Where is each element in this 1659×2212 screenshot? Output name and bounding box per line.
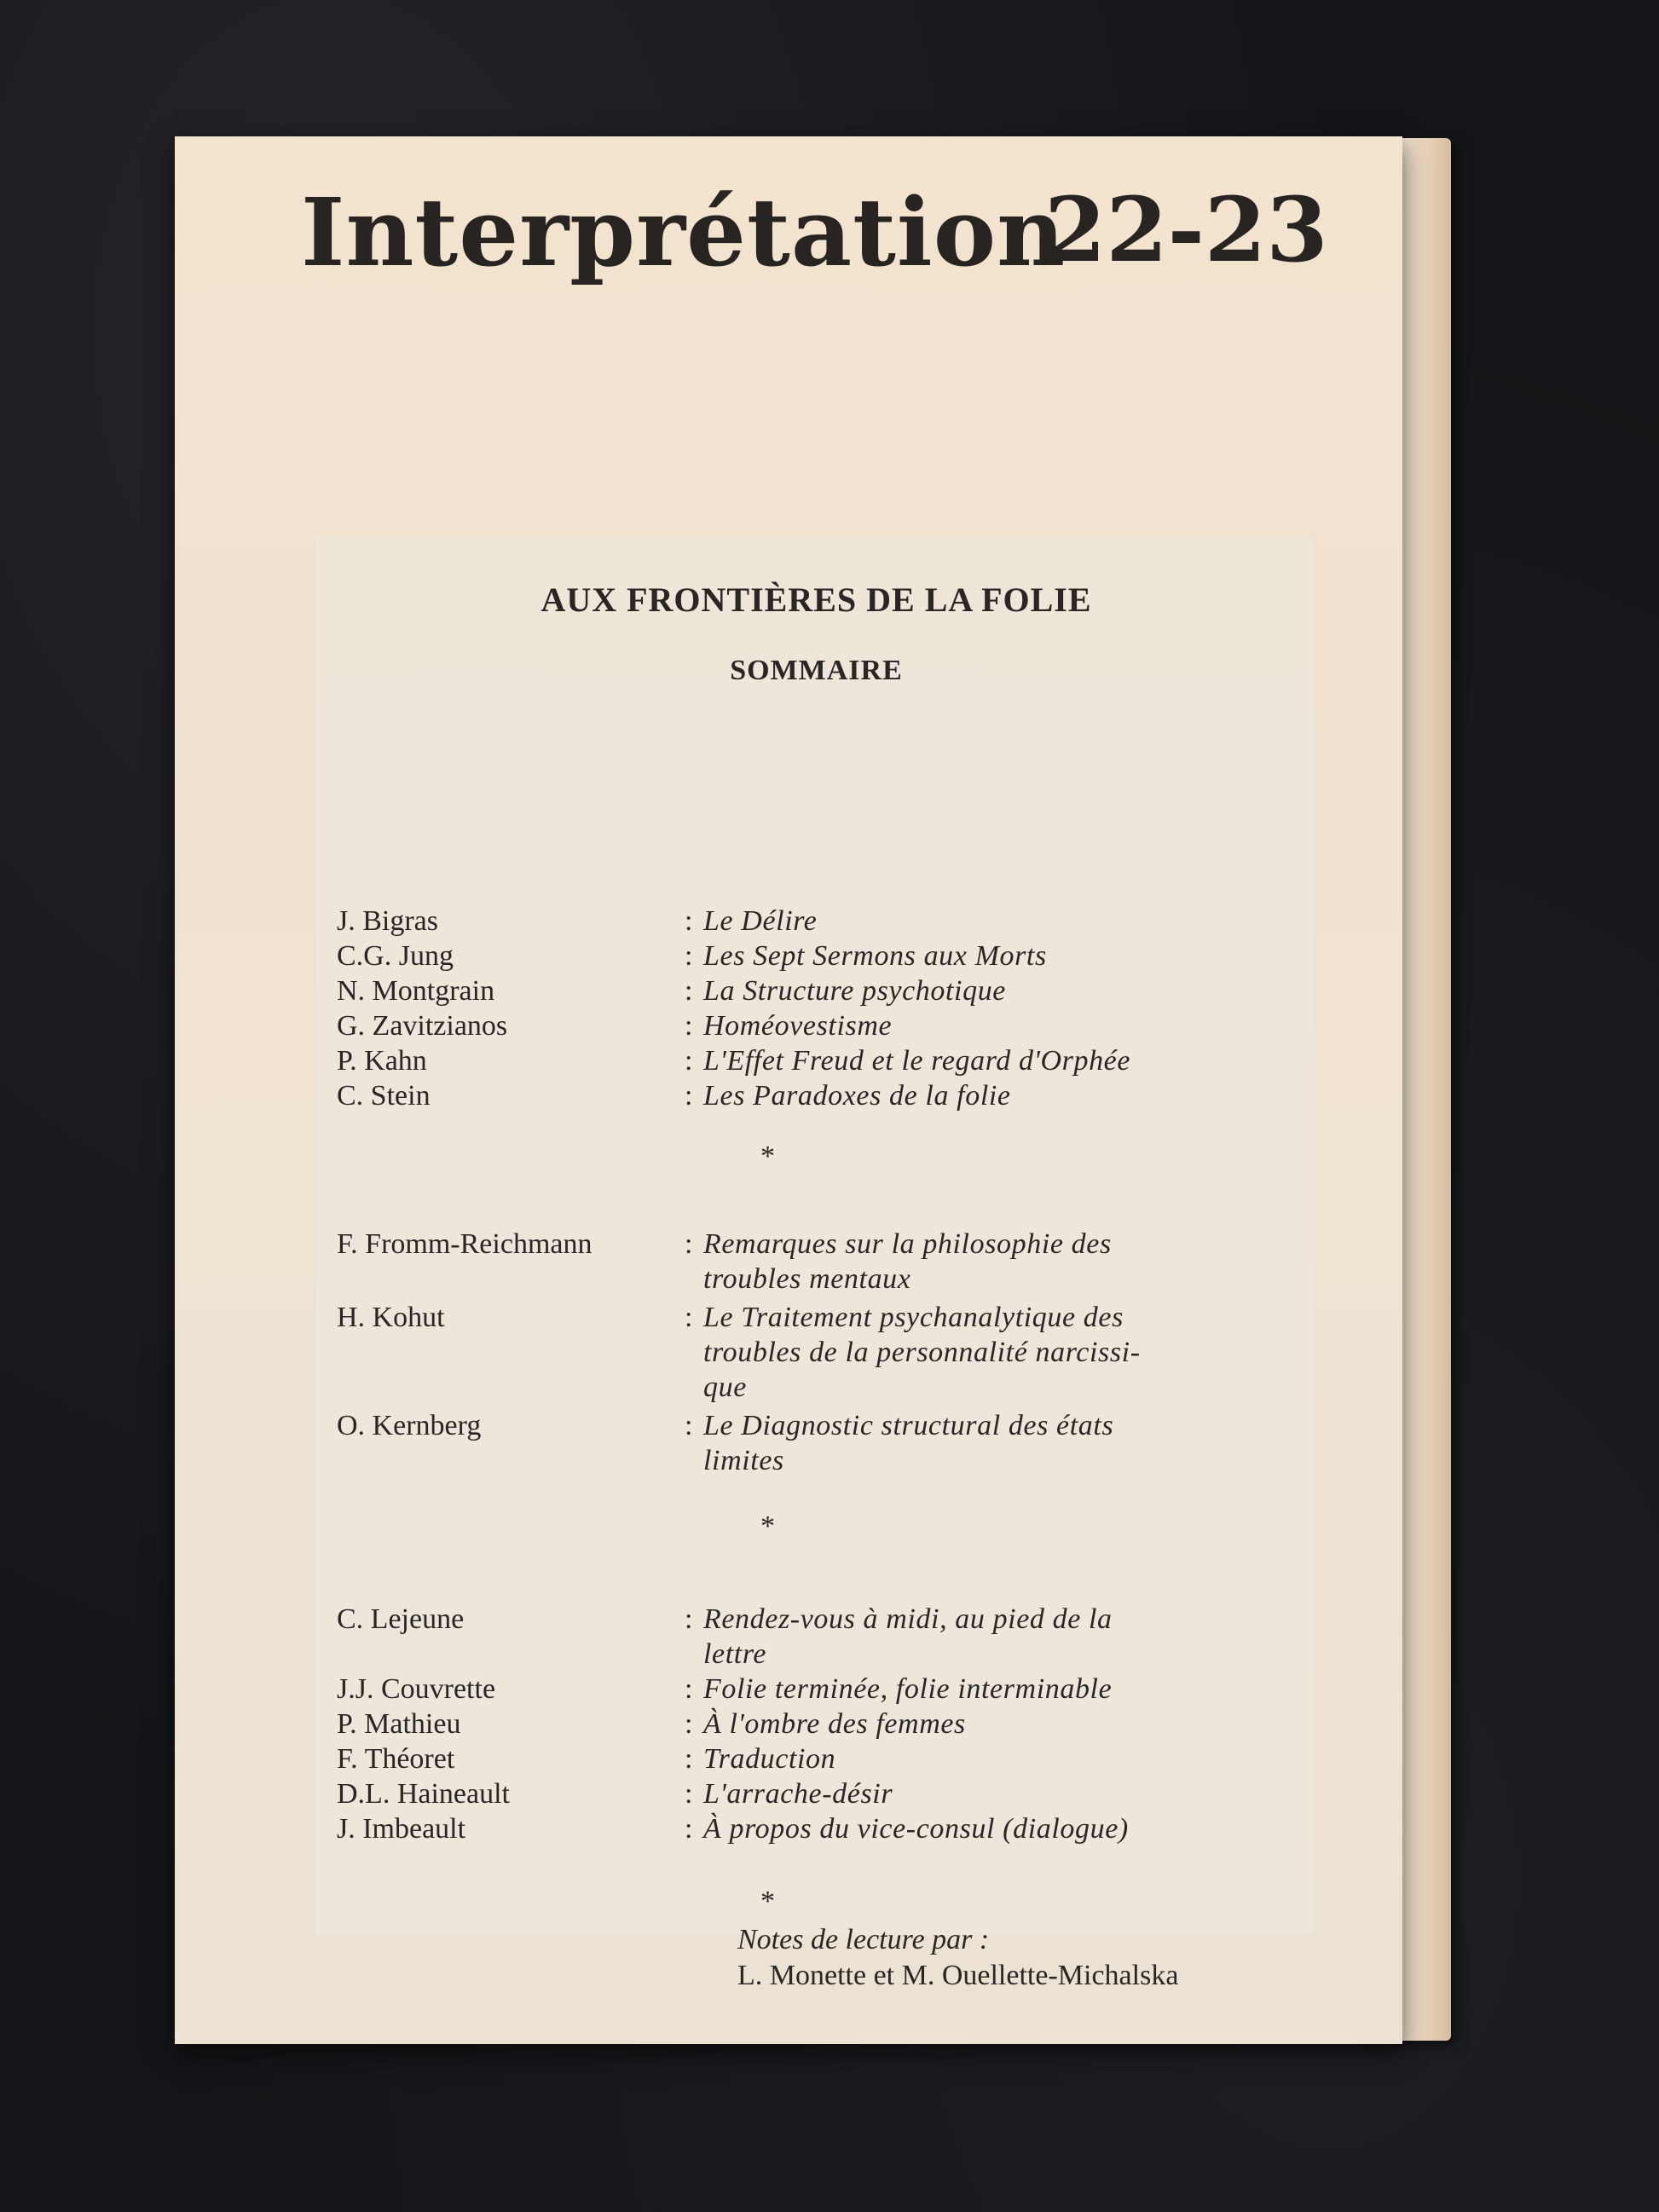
entry-title: Le Traitement psychanalytique des troubles de la personnalité narcissi-que	[703, 1302, 1141, 1403]
entry-title: Le Diagnostic structural des états limites	[703, 1410, 1114, 1476]
entry-author: P. Kahn	[337, 1045, 427, 1077]
entry-author: H. Kohut	[337, 1302, 445, 1333]
contents-entry	[337, 1008, 1360, 1043]
reading-notes-authors: L. Monette et M. Ouellette-Michalska	[737, 1960, 1179, 1991]
entry-title: Homéovestisme	[703, 1010, 893, 1042]
entry-title: Folie terminée, folie interminable	[703, 1673, 1113, 1705]
entry-colon: :	[685, 1302, 693, 1333]
entry-author: O. Kernberg	[337, 1410, 482, 1441]
contents-entry	[337, 1741, 1360, 1776]
reading-notes	[337, 1922, 1360, 1994]
entry-title: La Structure psychotique	[703, 975, 1006, 1007]
journal-title: Interprétation	[301, 177, 1066, 287]
contents-entry	[337, 1227, 1360, 1297]
entry-title: L'arrache-désir	[703, 1778, 893, 1810]
contents-entry	[337, 1707, 1360, 1741]
entry-author: F. Théoret	[337, 1743, 455, 1775]
contents-entry	[337, 1408, 1360, 1478]
table-of-contents	[337, 750, 1360, 1994]
entry-title: Les Sept Sermons aux Morts	[703, 940, 1047, 972]
entry-colon: :	[685, 1708, 693, 1740]
reading-notes-label: Notes de lecture par :	[737, 1924, 990, 1955]
entry-author: G. Zavitzianos	[337, 1010, 508, 1042]
entry-author: D.L. Haineault	[337, 1778, 510, 1810]
entry-colon: :	[685, 905, 693, 937]
contents-entry	[337, 1602, 1360, 1672]
entry-colon: :	[685, 975, 693, 1007]
contents-entry	[337, 1300, 1360, 1405]
entry-author: J. Imbeault	[337, 1813, 466, 1845]
entry-colon: :	[685, 1603, 693, 1635]
entry-title: Les Paradoxes de la folie	[703, 1080, 1011, 1112]
entry-author: C. Stein	[337, 1080, 431, 1112]
entry-colon: :	[685, 940, 693, 972]
entry-title: À l'ombre des femmes	[703, 1708, 966, 1740]
contents-entry	[337, 1078, 1360, 1113]
contents-section-1	[337, 904, 1360, 1113]
issue-number: 22-23	[1044, 177, 1328, 282]
entry-colon: :	[685, 1743, 693, 1775]
section-separator-asterisk: *	[760, 1886, 775, 1917]
entry-author: J.J. Couvrette	[337, 1673, 496, 1705]
entry-author: P. Mathieu	[337, 1708, 461, 1740]
contents-entry	[337, 904, 1360, 939]
contents-section-2	[337, 1227, 1360, 1478]
entry-colon: :	[685, 1010, 693, 1042]
entry-author: N. Montgrain	[337, 975, 495, 1007]
entry-colon: :	[685, 1228, 693, 1260]
section-separator-asterisk: *	[760, 1141, 775, 1172]
contents-entry	[337, 1043, 1360, 1078]
contents-entry	[337, 939, 1360, 973]
section-separator-asterisk: *	[760, 1510, 775, 1542]
contents-entry	[337, 973, 1360, 1008]
entry-title: À propos du vice-consul (dialogue)	[703, 1813, 1129, 1845]
entry-title: Traduction	[703, 1743, 836, 1775]
book-back-cover	[175, 136, 1402, 2044]
entry-colon: :	[685, 1410, 693, 1441]
contents-entry	[337, 1811, 1360, 1846]
issue-theme-heading: AUX FRONTIÈRES DE LA FOLIE	[540, 580, 1092, 619]
entry-title: Le Délire	[703, 905, 818, 937]
entry-colon: :	[685, 1673, 693, 1705]
entry-author: J. Bigras	[337, 905, 438, 937]
contents-entry	[337, 1776, 1360, 1811]
entry-title: Rendez-vous à midi, au pied de la lettre	[703, 1603, 1113, 1670]
entry-author: F. Fromm-Reichmann	[337, 1228, 592, 1260]
entry-author: C.G. Jung	[337, 940, 454, 972]
entry-author: C. Lejeune	[337, 1603, 465, 1635]
contents-section-3	[337, 1602, 1360, 1846]
entry-colon: :	[685, 1080, 693, 1112]
contents-entry	[337, 1672, 1360, 1707]
entry-colon: :	[685, 1778, 693, 1810]
entry-title: Remarques sur la philosophie des troubles mentaux	[703, 1228, 1112, 1295]
entry-title: L'Effet Freud et le regard d'Orphée	[703, 1045, 1131, 1077]
entry-colon: :	[685, 1813, 693, 1845]
contents-heading: SOMMAIRE	[730, 655, 903, 686]
entry-colon: :	[685, 1045, 693, 1077]
